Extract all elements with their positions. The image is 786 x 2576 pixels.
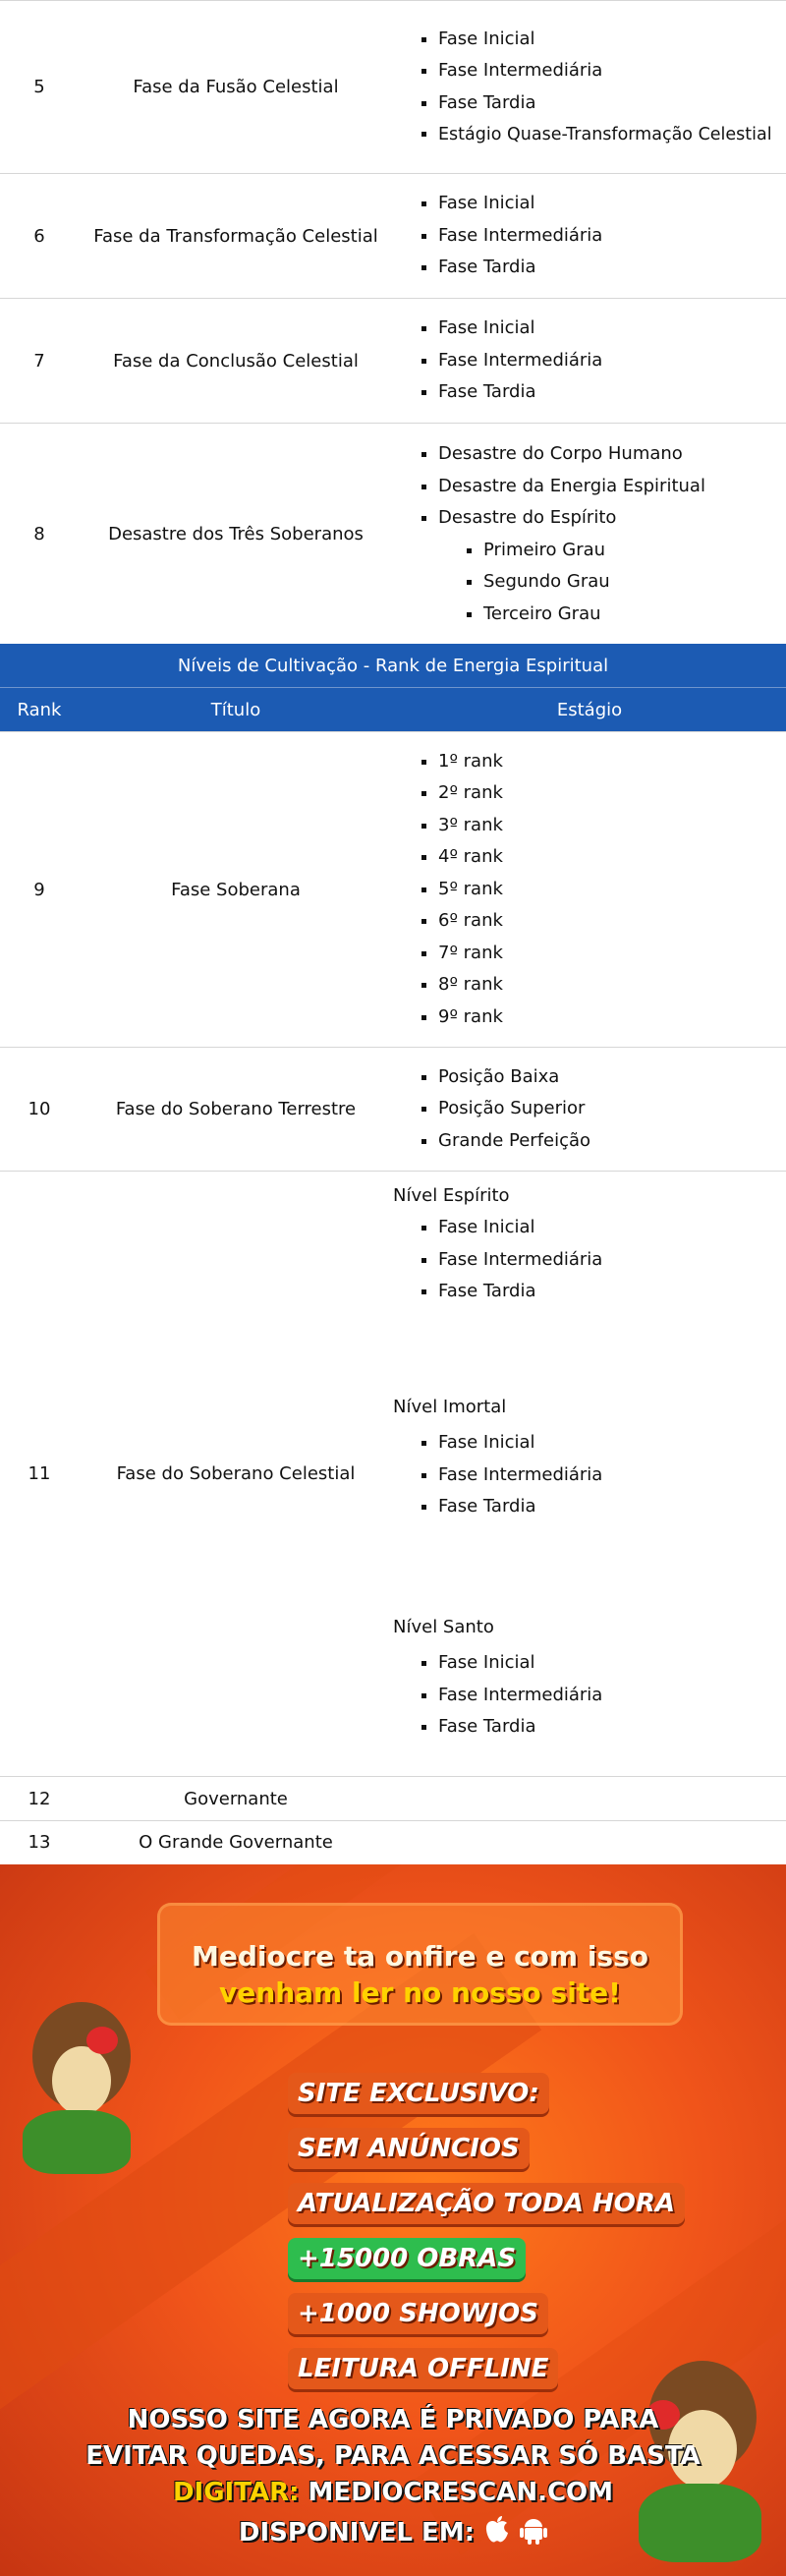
stage-item: ▪ Fase Intermediária	[438, 220, 786, 253]
rank-cell: 11	[0, 1172, 79, 1777]
stage-group-label: Nível Santo	[393, 1617, 494, 1637]
title-cell: Fase da Conclusão Celestial	[79, 299, 393, 424]
stage-item: ▪ Fase Tardia	[438, 1711, 786, 1744]
title-cell: Governante	[79, 1777, 393, 1821]
title-cell: Fase da Fusão Celestial	[79, 1, 393, 174]
beaver-mascot-left	[8, 1992, 155, 2179]
android-icon	[520, 2515, 547, 2551]
rank-cell: 9	[0, 732, 79, 1048]
column-header-stage: Estágio	[393, 688, 786, 732]
stage-item: ▪ Fase Tardia	[438, 1491, 786, 1523]
stage-item: ▪ Posição Superior	[438, 1093, 786, 1125]
stage-cell	[393, 174, 786, 299]
stage-group	[393, 1383, 786, 1603]
stage-item: ▪ Fase Inicial	[438, 313, 786, 345]
stage-item: ▪ 5º rank	[438, 874, 786, 906]
title-cell: Desastre dos Três Soberanos	[79, 424, 393, 646]
table-row	[0, 1, 786, 174]
rank-cell: 12	[0, 1777, 79, 1821]
stage-item: ▪ Desastre do Corpo Humano	[438, 438, 786, 471]
stage-item: ▪ 8º rank	[438, 969, 786, 1002]
feature-pill: +15000 OBRAS	[288, 2238, 526, 2279]
stage-item: ▪ Estágio Quase-Transformação Celestial	[438, 119, 786, 151]
stage-cell	[393, 732, 786, 1048]
banner-site-line	[0, 2478, 786, 2507]
stage-item: ▪ Fase Intermediária	[438, 1680, 786, 1712]
table-row	[0, 732, 786, 1048]
rank-cell: 10	[0, 1048, 79, 1172]
disponivel-label: DISPONIVEL EM:	[238, 2518, 475, 2547]
stage-item	[438, 502, 786, 630]
stage-group	[393, 1603, 786, 1744]
table-row	[0, 1172, 786, 1777]
banner-platform-line	[0, 2515, 786, 2551]
stage-cell	[393, 1, 786, 174]
stage-item: ▪ 3º rank	[438, 810, 786, 842]
rank-cell: 8	[0, 424, 79, 646]
stage-item: ▪ Fase Intermediária	[438, 345, 786, 377]
column-header-row	[0, 688, 786, 732]
stage-item: ▪ Fase Tardia	[438, 252, 786, 284]
feature-pill: ATUALIZAÇÃO TODA HORA	[288, 2183, 685, 2224]
stage-item: ▪ Fase Inicial	[438, 24, 786, 56]
stage-item: ▪ Fase Intermediária	[438, 55, 786, 87]
stage-item: ▪ Grande Perfeição	[438, 1125, 786, 1158]
stage-cell	[393, 1821, 786, 1864]
stage-group-label: Nível Espírito	[393, 1185, 510, 1206]
stage-item: ▪ Fase Tardia	[438, 1276, 786, 1308]
cultivation-table-part1	[0, 0, 786, 646]
stage-item: ▪ 4º rank	[438, 841, 786, 874]
banner-headline-line2: venham ler no nosso site!	[219, 1976, 621, 2009]
banner-text-line1: NOSSO SITE AGORA É PRIVADO PARA	[127, 2405, 659, 2434]
apple-icon	[483, 2515, 511, 2551]
table-row	[0, 1777, 786, 1821]
stage-group	[393, 1172, 786, 1383]
rank-cell: 5	[0, 1, 79, 174]
title-cell: Fase Soberana	[79, 732, 393, 1048]
stage-group-label: Nível Imortal	[393, 1397, 507, 1417]
rank-cell: 7	[0, 299, 79, 424]
banner-headline-box	[157, 1903, 683, 2026]
title-cell: Fase da Transformação Celestial	[79, 174, 393, 299]
table-row	[0, 1048, 786, 1172]
title-cell: Fase do Soberano Terrestre	[79, 1048, 393, 1172]
rank-cell: 13	[0, 1821, 79, 1864]
cultivation-table-part2	[0, 644, 786, 1864]
substage-item: ▪ Terceiro Grau	[483, 599, 786, 631]
title-cell: Fase do Soberano Celestial	[79, 1172, 393, 1777]
stage-item: ▪ 6º rank	[438, 905, 786, 938]
substage-item: ▪ Segundo Grau	[483, 566, 786, 599]
stage-item: ▪ 9º rank	[438, 1002, 786, 1034]
table-row	[0, 1821, 786, 1864]
stage-cell	[393, 1777, 786, 1821]
section-caption: Níveis de Cultivação - Rank de Energia Espiritual	[0, 645, 786, 688]
banner-headline-line1: Mediocre ta onfire e com isso	[191, 1940, 649, 1973]
stage-item: ▪ Fase Tardia	[438, 87, 786, 120]
stage-item: ▪ 7º rank	[438, 938, 786, 970]
section-caption-row	[0, 645, 786, 688]
site-url[interactable]: MEDIOCRESCAN.COM	[308, 2478, 614, 2507]
stage-cell	[393, 1172, 786, 1777]
stage-item: ▪ 1º rank	[438, 746, 786, 778]
feature-pill: SEM ANÚNCIOS	[288, 2128, 530, 2169]
stage-item: ▪ Fase Intermediária	[438, 1460, 786, 1492]
feature-pill: SITE EXCLUSIVO:	[288, 2073, 549, 2114]
stage-item: ▪ Fase Inicial	[438, 1427, 786, 1460]
stage-item-label: Desastre do Espírito	[438, 507, 617, 529]
column-header-rank: Rank	[0, 688, 79, 732]
rank-cell: 6	[0, 174, 79, 299]
title-cell: O Grande Governante	[79, 1821, 393, 1864]
column-header-title: Título	[79, 688, 393, 732]
stage-item: ▪ Desastre da Energia Espiritual	[438, 471, 786, 503]
feature-pill: +1000 SHOWJOS	[288, 2293, 548, 2334]
stage-item: ▪ Fase Intermediária	[438, 1244, 786, 1277]
stage-item: ▪ Fase Inicial	[438, 188, 786, 220]
stage-cell	[393, 299, 786, 424]
table-row	[0, 424, 786, 646]
stage-item: ▪ Fase Inicial	[438, 1212, 786, 1244]
stage-cell	[393, 424, 786, 646]
banner-text-line2: EVITAR QUEDAS, PARA ACESSAR SÓ BASTA	[85, 2441, 701, 2471]
feature-pill: LEITURA OFFLINE	[288, 2348, 558, 2389]
stage-item: ▪ 2º rank	[438, 777, 786, 810]
stage-item: ▪ Posição Baixa	[438, 1061, 786, 1094]
promo-banner	[0, 1864, 786, 2576]
stage-item: ▪ Fase Inicial	[438, 1647, 786, 1680]
table-row	[0, 299, 786, 424]
stage-cell	[393, 1048, 786, 1172]
stage-item: ▪ Fase Tardia	[438, 376, 786, 409]
substage-item: ▪ Primeiro Grau	[483, 535, 786, 567]
digitar-label: DIGITAR:	[172, 2478, 300, 2507]
table-row	[0, 174, 786, 299]
